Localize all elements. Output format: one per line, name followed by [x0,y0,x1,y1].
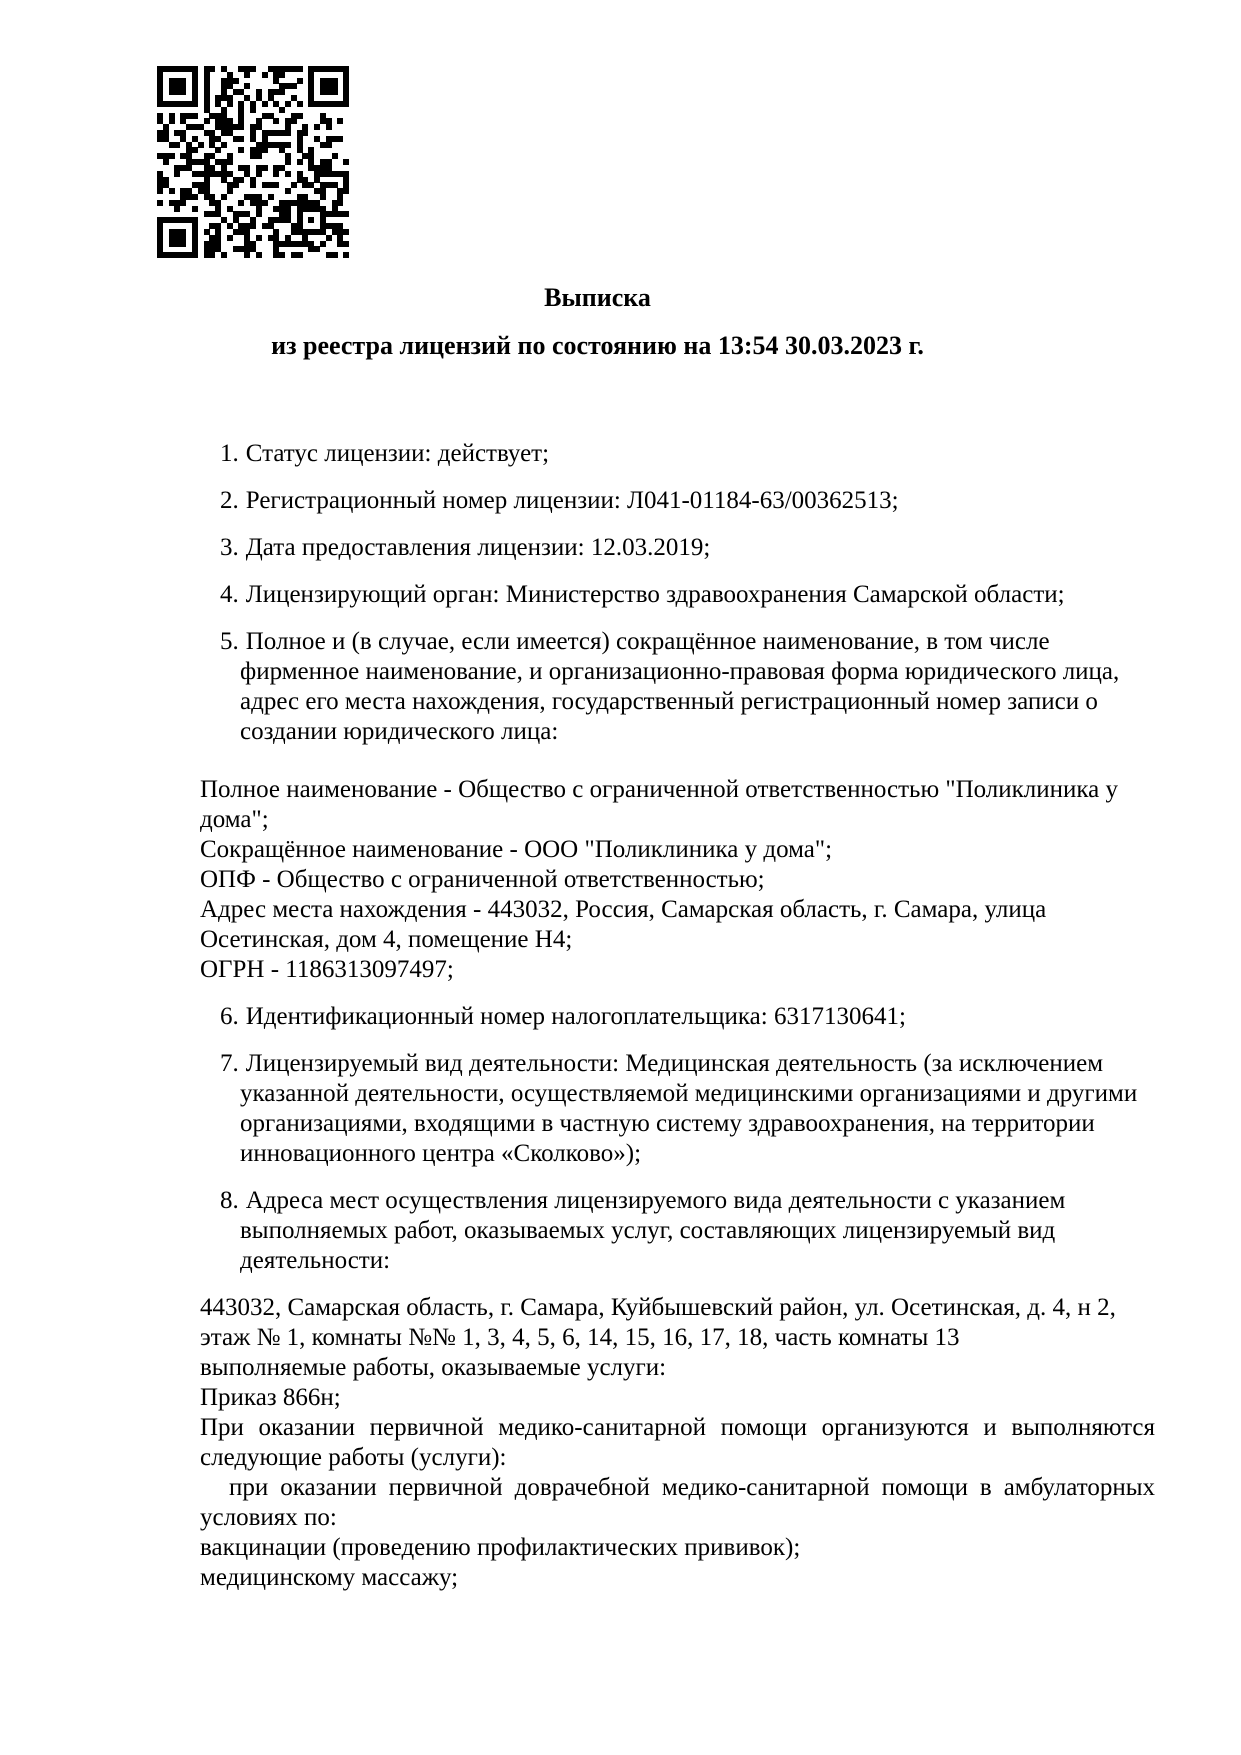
list-item-inn [200,1002,1155,1032]
org-full-name: Полное наименование - Общество с ограниченной ответственностью "Поликлиника у дома"; [200,776,1119,833]
list-item-number: 2. [220,487,239,514]
list-item-text: Лицензируемый вид деятельности: Медицинская деятельность (за исключением указанной деятельности, осуществляемой медицинскими организациями и другими организациями, входящими в частную систему здравоохранения, на территории инновационного центра «Сколково»); [240,1050,1138,1167]
list-item-text: Лицензирующий орган: Министерство здравоохранения Самарской области; [245,581,1065,608]
list-item-number: 4. [220,581,239,608]
list-item-text: Адреса мест осуществления лицензируемого вида деятельности с указанием выполняемых работ, оказываемых услуг, составляющих лицензируемый вид деятельности: [240,1187,1066,1274]
list-item-number: 7. [220,1050,239,1077]
list-item-number: 6. [220,1003,239,1030]
list-item-text: Регистрационный номер лицензии: Л041-01184-63/00362513; [245,487,899,514]
org-ogrn: ОГРН - 1186313097497; [200,956,454,983]
list-item-text: Полное и (в случае, если имеется) сокращённое наименование, в том числе фирменное наименование, и организационно-правовая форма юридического лица, адрес его места нахождения, государственный регистрационный номер записи о создании юридического лица: [240,628,1120,745]
document-subtitle: из реестра лицензий по состоянию на 13:54 30.03.2023 г. [271,331,924,360]
list-item-number: 3. [220,534,239,561]
list-item-number: 8. [220,1187,239,1214]
license-fields-list [200,439,1155,1593]
primary-care-paragraph: При оказании первичной медико-санитарной помощи организуются и выполняются следующие работы (услуги): [200,1414,1155,1471]
document-body [200,283,1155,1593]
list-item-number: 5. [220,628,239,655]
list-item-activity-type [200,1049,1155,1169]
list-item-reg-number [200,486,1155,516]
org-address: Адрес места нахождения - 443032, Россия, Самарская область, г. Самара, улица Осетинская, дом 4, помещение Н4; [200,896,1047,953]
activity-address: 443032, Самарская область, г. Самара, Куйбышевский район, ул. Осетинская, д. 4, н 2, этаж № 1, комнаты №№ 1, 3, 4, 5, 6, 14, 15, 16, 17, 18, часть комнаты 13 [200,1294,1116,1351]
list-item-activity-addresses [200,1186,1155,1276]
document-header [200,283,995,361]
activity-address-block [200,1293,1155,1593]
page-title: Выписка [544,283,651,312]
pre-doctor-paragraph: при оказании первичной доврачебной медико-санитарной помощи в амбулаторных условиях по: [200,1474,1155,1531]
org-short-name: Сокращённое наименование - ООО "Поликлиника у дома"; [200,836,833,863]
list-item-org-names [200,627,1155,747]
list-item-authority [200,580,1155,610]
service-vaccination: вакцинации (проведению профилактических прививок); [200,1534,801,1561]
list-item-status [200,439,1155,469]
qr-code [157,66,349,258]
org-opf: ОПФ - Общество с ограниченной ответственностью; [200,866,765,893]
works-header: выполняемые работы, оказываемые услуги: [200,1354,667,1381]
org-details-block [200,775,1155,985]
list-item-text: Дата предоставления лицензии: 12.03.2019; [245,534,711,561]
list-item-grant-date [200,533,1155,563]
list-item-text: Статус лицензии: действует; [245,440,550,467]
list-item-number: 1. [220,440,239,467]
list-item-text: Идентификационный номер налогоплательщика: 6317130641; [245,1003,906,1030]
order-866n: Приказ 866н; [200,1384,341,1411]
service-massage: медицинскому массажу; [200,1564,459,1591]
